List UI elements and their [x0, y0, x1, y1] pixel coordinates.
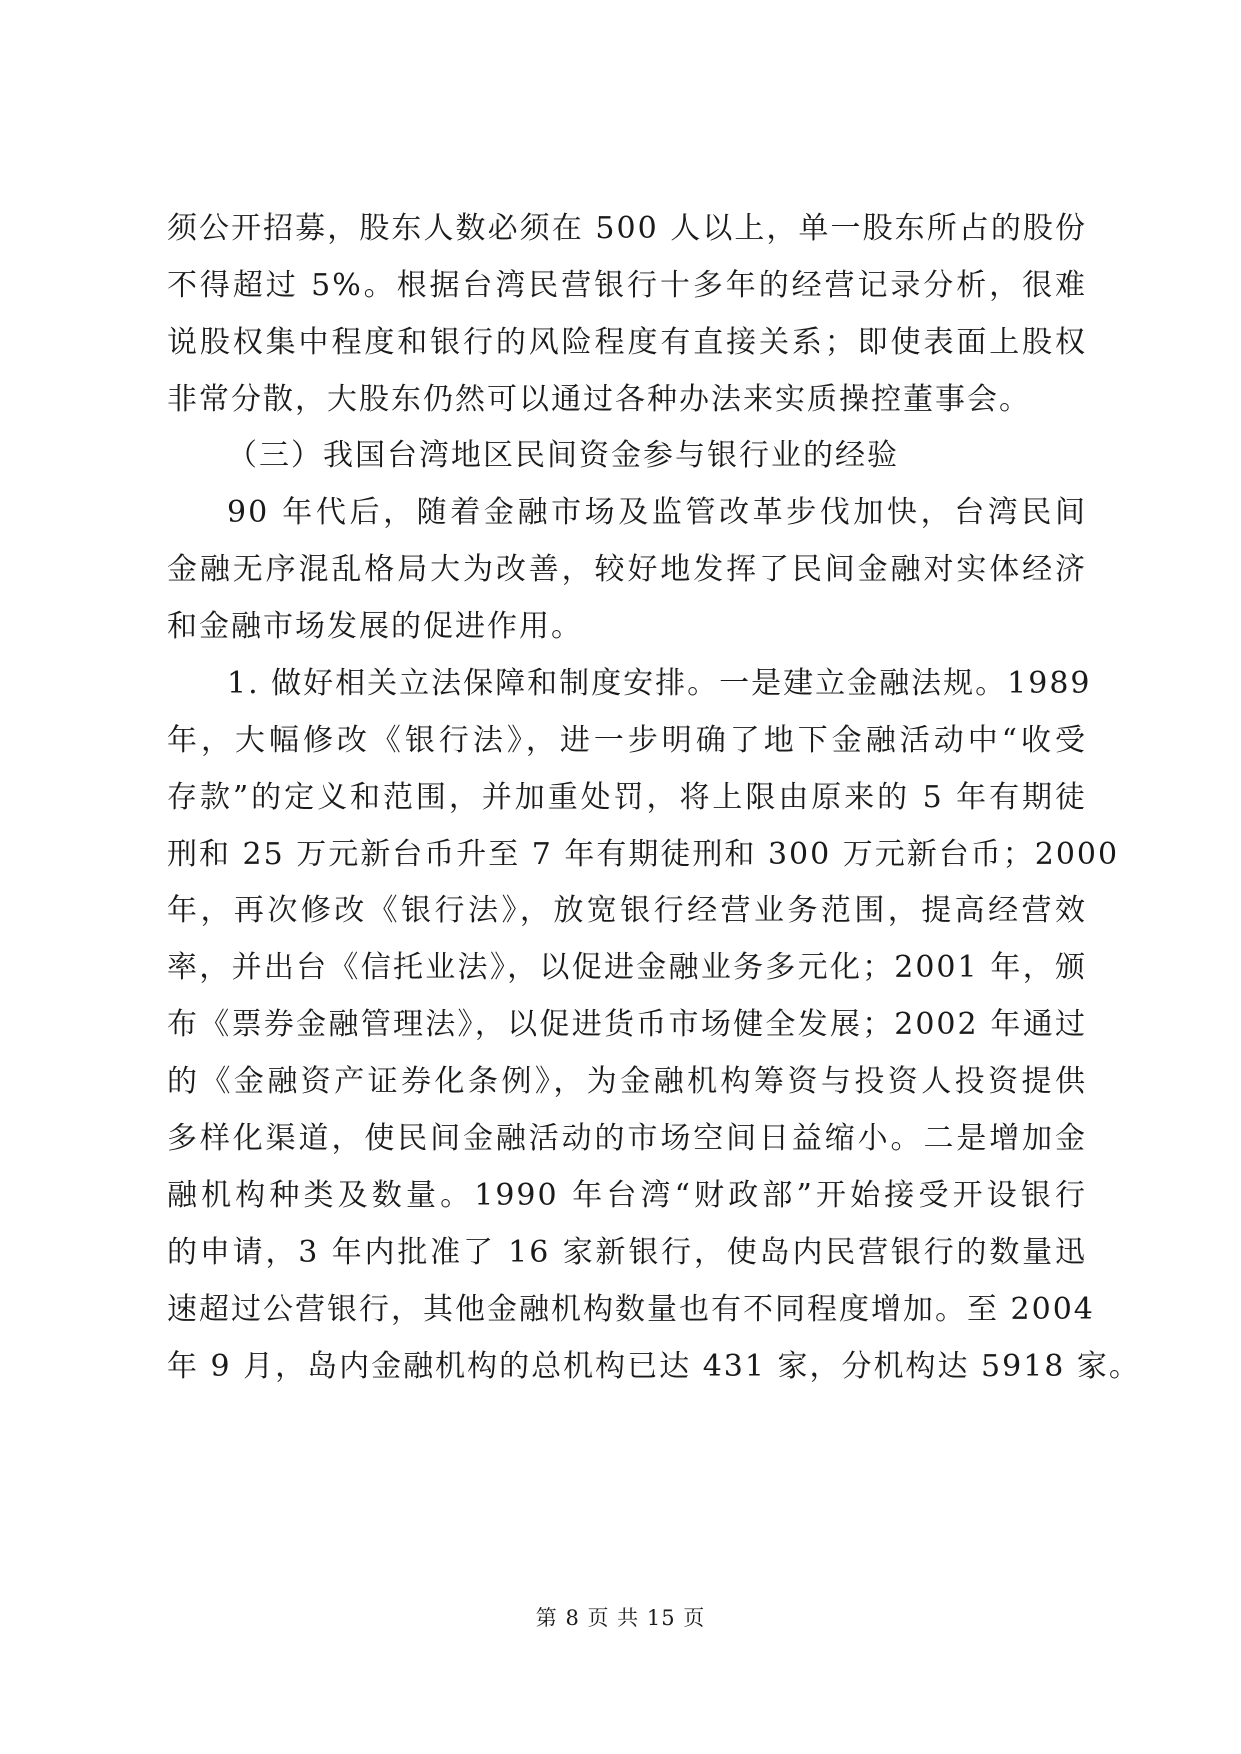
- body-text-line: 金融无序混乱格局大为改善，较好地发挥了民间金融对实体经济: [167, 552, 1087, 587]
- page-number-footer: 第 8 页 共 15 页: [535, 1606, 706, 1630]
- body-text-line: 年 9 月，岛内金融机构的总机构已达 431 家，分机构达 5918 家。: [167, 1349, 1141, 1384]
- body-text-line: 说股权集中程度和银行的风险程度有直接关系；即使表面上股权: [167, 325, 1087, 360]
- body-text-line: 非常分散，大股东仍然可以通过各种办法来实质操控董事会。: [167, 382, 1031, 417]
- body-text-line: 年，大幅修改《银行法》，进一步明确了地下金融活动中“收受: [167, 723, 1087, 758]
- body-text-line: 和金融市场发展的促进作用。: [167, 609, 583, 644]
- body-text-line: 不得超过 5%。根据台湾民营银行十多年的经营记录分析，很难: [167, 268, 1087, 303]
- body-text-line: 的申请，3 年内批准了 16 家新银行，使岛内民营银行的数量迅: [167, 1235, 1087, 1270]
- paragraph-first-line: 90 年代后，随着金融市场及监管改革步伐加快，台湾民间: [227, 495, 1087, 530]
- body-text-line: 存款”的定义和范围，并加重处罚，将上限由原来的 5 年有期徒: [167, 780, 1087, 815]
- body-text-line: 须公开招募，股东人数必须在 500 人以上，单一股东所占的股份: [167, 211, 1087, 246]
- body-text-line: 速超过公营银行，其他金融机构数量也有不同程度增加。至 2004: [167, 1292, 1095, 1327]
- body-text-line: 多样化渠道，使民间金融活动的市场空间日益缩小。二是增加金: [167, 1121, 1087, 1156]
- body-text-line: 布《票券金融管理法》，以促进货币市场健全发展；2002 年通过: [167, 1007, 1087, 1042]
- body-text-line: 年，再次修改《银行法》，放宽银行经营业务范围，提高经营效: [167, 893, 1087, 928]
- body-text-line: 刑和 25 万元新台币升至 7 年有期徒刑和 300 万元新台币；2000: [167, 837, 1120, 872]
- section-heading: （三）我国台湾地区民间资金参与银行业的经验: [227, 438, 899, 473]
- paragraph-first-line: 1. 做好相关立法保障和制度安排。一是建立金融法规。1989: [227, 666, 1092, 701]
- body-text-line: 融机构种类及数量。1990 年台湾“财政部”开始接受开设银行: [167, 1178, 1087, 1213]
- body-text-line: 率，并出台《信托业法》，以促进金融业务多元化；2001 年，颁: [167, 950, 1087, 985]
- body-text-line: 的《金融资产证券化条例》，为金融机构筹资与投资人投资提供: [167, 1064, 1087, 1099]
